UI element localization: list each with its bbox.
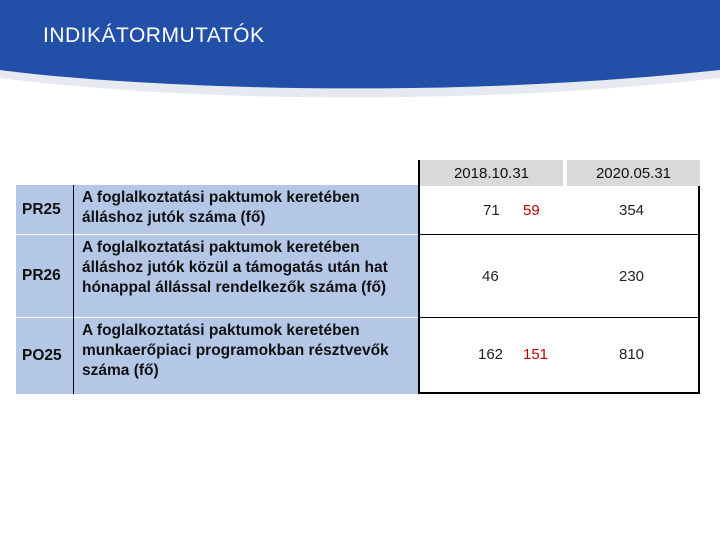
column-header-2018: 2018.10.31	[420, 160, 563, 186]
indicator-code: PR25	[22, 200, 61, 218]
indicator-labels	[16, 185, 418, 394]
table-row-label	[16, 318, 418, 394]
table-row-label	[16, 235, 418, 317]
title-banner	[0, 0, 720, 110]
value-2018: 162	[478, 346, 504, 363]
value-2018-corrected: 151	[523, 346, 549, 363]
indicator-description: A foglalkoztatási paktumok keretében munkaerőpiaci programokban résztvevők száma (fő)	[82, 322, 389, 379]
value-2018-corrected: 59	[523, 202, 540, 219]
value-2018: 71	[483, 202, 500, 219]
table-row-label	[16, 185, 418, 234]
indicator-code: PO25	[22, 347, 62, 364]
value-2018: 46	[482, 268, 499, 285]
column-header-2020: 2020.05.31	[567, 160, 700, 186]
row-divider	[420, 234, 700, 235]
indicator-description: A foglalkoztatási paktumok keretében álláshoz jutók száma (fő)	[82, 189, 360, 226]
value-2020: 810	[619, 346, 645, 363]
indicator-code: PR26	[22, 267, 61, 284]
value-2020: 354	[619, 202, 645, 219]
slide-title: INDIKÁTORMUTATÓK	[43, 24, 265, 47]
row-divider	[420, 317, 700, 318]
value-2020: 230	[619, 268, 645, 285]
indicator-description: A foglalkoztatási paktumok keretében álláshoz jutók közül a támogatás után hat hónappal állással rendelkezők száma (fő)	[82, 239, 388, 296]
column-divider	[73, 185, 74, 394]
indicator-values-table	[418, 160, 700, 394]
